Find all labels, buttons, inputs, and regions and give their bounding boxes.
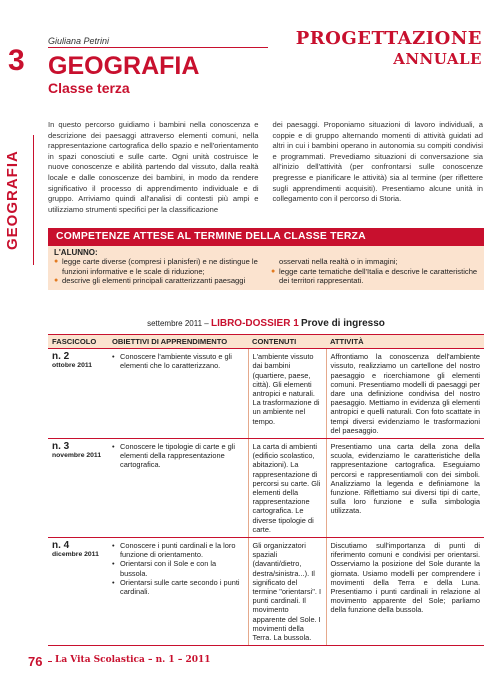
issue-number: n. 4 [52, 540, 70, 552]
objective-item: • Orientarsi con il Sole e con la bussola. [112, 559, 244, 577]
fascicolo-cell [48, 538, 108, 646]
competenze-item: osservati nella realtà o in immagini; [279, 257, 398, 266]
competenze-right-list [271, 257, 478, 286]
kicker-line2: ANNUALE [393, 50, 482, 68]
objectives-list [112, 352, 244, 370]
column-header: FASCICOLO [48, 335, 108, 349]
competenze-columns [48, 257, 484, 286]
activities-cell: Affrontiamo la conoscenza dell'ambiente vissuto, realizziamo un cartellone del nostro paesaggio e ricerchiamone gli elementi comuni. Presentiamo modelli di paesaggi per dare una definizione condivisa del nostro paesaggio. Mettiamo in evidenza gli elementi antropici e quelli naturali. Con foto scattate in tempi diversi evidenziamo le trasformazioni del paesaggio. [326, 349, 484, 439]
issue-month: ottobre 2011 [52, 362, 93, 370]
activities-table [48, 334, 484, 646]
objective-item: • Conoscere l'ambiente vissuto e gli elementi che lo caratterizzano. [112, 352, 244, 370]
author-name: Giuliana Petrini [48, 36, 110, 46]
objectives-list [112, 442, 244, 470]
column-header: OBIETTIVI DI APPRENDIMENTO [108, 335, 248, 349]
competenze-left-list [54, 257, 261, 286]
publication-name: La Vita Scolastica – n. 1 – 2011 [55, 655, 211, 665]
libro-date: settembre 2011 – [147, 319, 209, 328]
competenze-item: ● legge carte diverse (compresi i planisferi) e ne distingue le funzioni informative e le scale di riduzione; [54, 257, 261, 276]
objectives-cell [108, 538, 248, 646]
side-rule [33, 135, 34, 265]
side-label-text: GEOGRAFIA [4, 150, 21, 250]
column-header: ATTIVITÀ [326, 335, 484, 349]
column-header: CONTENUTI [248, 335, 326, 349]
chapter-number: 3 [8, 44, 25, 77]
page-number: 76 [28, 654, 43, 669]
objectives-list [112, 541, 244, 596]
activities-cell: Presentiamo una carta della zona della scuola, evidenziamo le caratteristiche della rappresentazione cartografica. Eseguiamo percorsi e rappresentiamoli con dei simboli. Analizziamo la legenda e definiamone la funzione. Riflettiamo sui diversi tipi di carte, sulla loro funzione e sulla simbologia utilizzata. [326, 439, 484, 538]
issue-month: novembre 2011 [52, 452, 102, 460]
libro-sub: Prove di ingresso [301, 318, 385, 329]
intro-column-2: dei paesaggi. Proponiamo situazioni di lavoro individuali, a coppie e di gruppo alternando momenti di attività guidati ad altri in cui i bambini operano in autonomia su compiti condivisi e programmati. Prevediamo situazioni di conversazione sia all'inizio dell'attività (per confrontarsi sulle conoscenze pregresse e pianificare le attività) sia al termine (per riflettere sugli apprendimenti acquisiti). Presentiamo alcune unità in collegamento con il percorso di Storia. [272, 120, 483, 204]
objectives-cell [108, 439, 248, 538]
activities-cell: Discutiamo sull'importanza di punti di riferimento comuni e condivisi per orientarsi. Osserviamo la posizione del Sole durante la giornata. Usiamo modelli per comprendere i movimenti della Terra e della Luna. Presentiamo i punti cardinali in relazione al movimento apparente del Sole; parliamo della funzione della bussola. [326, 538, 484, 646]
issue-number: n. 3 [52, 441, 70, 453]
page-footer [0, 651, 500, 675]
title-rule [48, 47, 268, 48]
libro-name: LIBRO-DOSSIER 1 [210, 318, 299, 329]
competenze-heading: COMPETENZE ATTESE AL TERMINE DELLA CLASSE TERZA [48, 228, 484, 246]
issue-number: n. 2 [52, 351, 70, 363]
objective-item: • Conoscere i punti cardinali e la loro funzione di orientamento. [112, 541, 244, 559]
libro-dossier-heading [48, 318, 484, 334]
footer-rule [48, 661, 52, 662]
intro-column-1: In questo percorso guidiamo i bambini nella conoscenza e descrizione dei paesaggi attraverso elementi comuni, nella rappresentazione cartografica dello spazio e nell'orientamento in spazi conosciuti e sulle carte. Ogni unità costruisce le nuove conoscenze e abilità partendo dal vissuto, dalla realtà locale e dalle conoscenze dei bambini, in modo da rendere significativo il processo di apprendimento individuale e di gruppo. Arriviamo quindi all'analisi di contesti più ampi e utilizziamo strumenti specifici per la classificazione [48, 120, 259, 214]
side-bar [0, 0, 43, 679]
page-title: GEOGRAFIA [48, 52, 200, 80]
competenze-item: ● legge carte tematiche dell'Italia e descrive le caratteristiche dei territori rappresentati. [271, 267, 478, 286]
kicker-line1: PROGETTAZIONE [295, 28, 482, 49]
objective-item: • Conoscere le tipologie di carte e gli elementi della rappresentazione cartografica. [112, 442, 244, 470]
objectives-cell [108, 349, 248, 439]
table-row [48, 439, 484, 538]
contents-cell: Gli organizzatori spaziali (davanti/dietro, destra/sinistra...). Il significato del termine "orientarsi". I punti cardinali. Il movimento apparente del Sole. I movimenti della Terra. La bussola. [248, 538, 326, 646]
contents-cell: L'ambiente vissuto dai bambini (quartiere, paese, città). Gli elementi antropici e naturali. La trasformazione di un ambiente nel tempo. [248, 349, 326, 439]
objective-item: • Orientarsi sulle carte secondo i punti cardinali. [112, 578, 244, 596]
fascicolo-cell [48, 349, 108, 439]
table-row [48, 538, 484, 646]
competenze-box [48, 228, 484, 290]
competenze-item: ● descrive gli elementi principali caratterizzanti paesaggi [54, 276, 261, 286]
contents-cell: La carta di ambienti (edificio scolastico, abitazioni). La rappresentazione di percorsi su carte. Gli elementi della rappresentazione cartografica. Le diverse tipologie di carte. [248, 439, 326, 538]
intro-text [48, 120, 483, 215]
page-subtitle: Classe terza [48, 80, 130, 96]
competenze-label: L'ALUNNO: [54, 248, 98, 257]
table-row [48, 349, 484, 439]
issue-month: dicembre 2011 [52, 551, 99, 559]
side-label [4, 145, 24, 255]
fascicolo-cell [48, 439, 108, 538]
table-header-row [48, 335, 484, 349]
